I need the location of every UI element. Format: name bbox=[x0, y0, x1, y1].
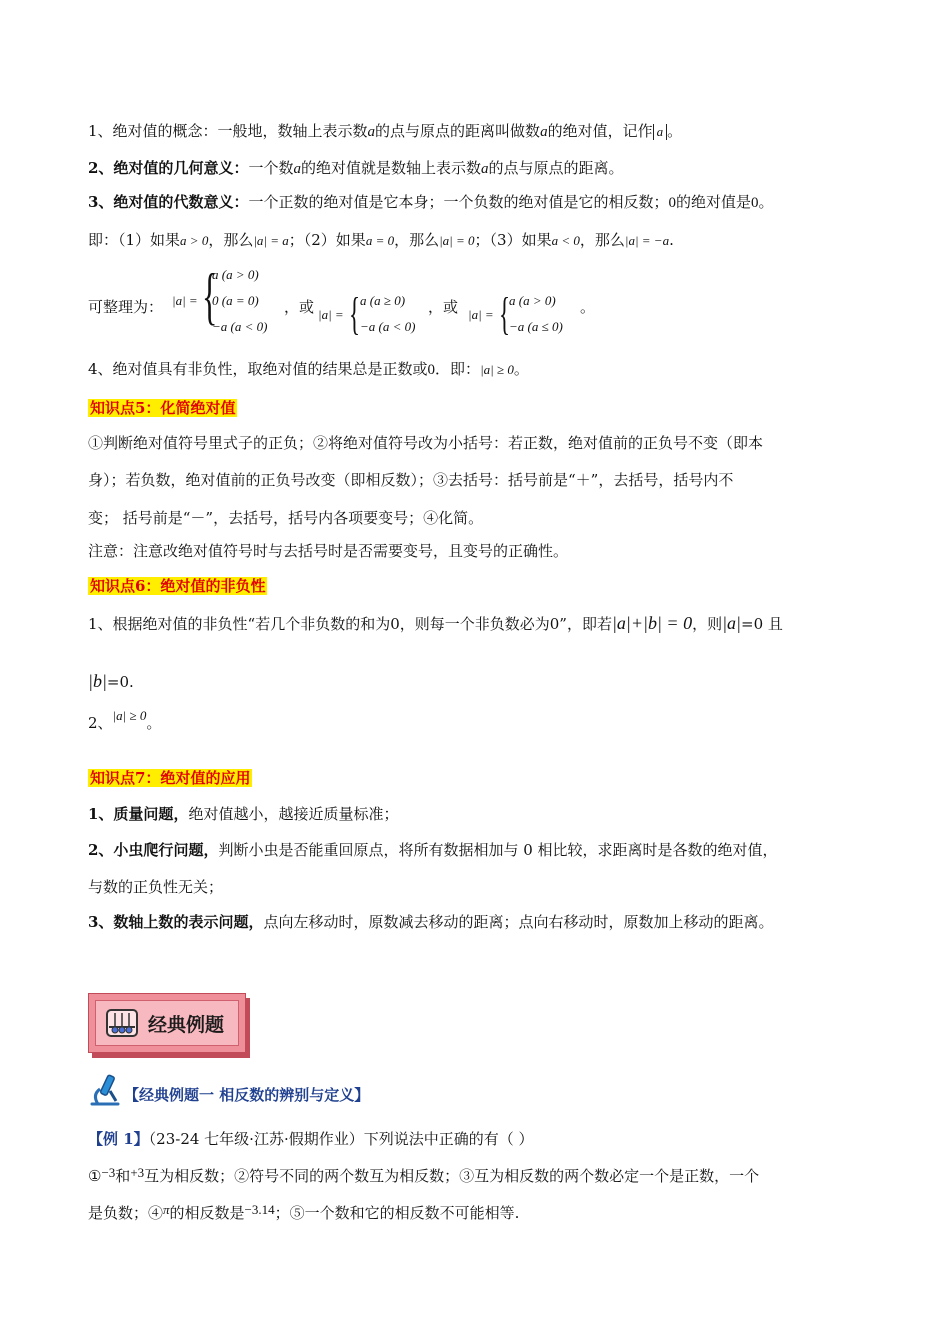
example-1-line2 bbox=[88, 1202, 519, 1225]
banner-inner bbox=[95, 1000, 239, 1046]
paragraph-line: 身）；若负数，绝对值前的正负号改变（即相反数）；③去括号：括号前是“＋”，去括号，括号内不 bbox=[88, 471, 734, 489]
bold-heading: 3、数轴上数的表示问题， bbox=[88, 913, 264, 931]
text: 的绝对值是 bbox=[675, 193, 751, 211]
text: 。 bbox=[513, 360, 529, 378]
classic-examples-banner bbox=[88, 993, 246, 1053]
geometric-meaning-line bbox=[88, 157, 624, 180]
pi-symbol: π bbox=[163, 1202, 170, 1217]
brace-icon: { bbox=[499, 288, 511, 339]
formula: a < 0 bbox=[551, 233, 580, 248]
kp6-line3 bbox=[88, 708, 162, 735]
formula: a = 0 bbox=[365, 233, 395, 248]
kp6-heading bbox=[88, 575, 267, 597]
case: a (a ≥ 0) bbox=[360, 293, 406, 308]
formula: |a| bbox=[722, 613, 741, 633]
nonnegative-line bbox=[88, 358, 529, 381]
formula: a > 0 bbox=[180, 233, 209, 248]
var-a: a bbox=[293, 161, 301, 177]
banner-title: 经典例题 bbox=[148, 1014, 225, 1036]
concept-line bbox=[88, 120, 682, 143]
kp7-item1 bbox=[88, 803, 398, 825]
text: ；（2）如果 bbox=[288, 231, 366, 249]
formula: |a| = 0 bbox=[439, 233, 475, 248]
text: ① bbox=[88, 1167, 102, 1185]
bold-heading: 3、绝对值的代数意义： bbox=[88, 193, 249, 211]
formula: |a| ≥ 0 bbox=[480, 362, 514, 377]
text: 可整理为： bbox=[88, 298, 164, 316]
number: −3.14 bbox=[244, 1202, 275, 1217]
text: 1、绝对值的概念：一般地，数轴上表示数 bbox=[88, 122, 368, 140]
text: ；⑤一个数和它的相反数不可能相等. bbox=[274, 1204, 520, 1222]
case: −a (a < 0) bbox=[360, 319, 416, 334]
text: 。 bbox=[146, 714, 162, 732]
example-source: （23-24 七年级·江苏·假期作业）下列说法中正确的有（ ） bbox=[148, 1130, 534, 1148]
text: 。 bbox=[667, 122, 683, 140]
kp6-line2 bbox=[88, 670, 134, 693]
formula: |a| ≥ 0 bbox=[112, 708, 147, 723]
text: ；（3）如果 bbox=[474, 231, 552, 249]
microscope-icon bbox=[88, 1071, 122, 1107]
text: 判断小虫是否能重回原点，将所有数据相加与 0 相比较，求距离时是各数的绝对值， bbox=[218, 841, 778, 859]
text: ，那么 bbox=[394, 231, 440, 249]
text: ，则 bbox=[692, 615, 723, 633]
text: 。 bbox=[580, 298, 596, 316]
case: a (a > 0) bbox=[212, 267, 259, 282]
var-a: a bbox=[367, 124, 376, 140]
kp7-item3 bbox=[88, 911, 773, 933]
case: −a (a ≤ 0) bbox=[509, 319, 563, 334]
text: 4、绝对值具有非负性，取绝对值的结果总是正数或 bbox=[88, 360, 428, 378]
brace-icon: { bbox=[349, 288, 361, 339]
text: 点向左移动时，原数减去移动的距离；点向右移动时，原数加上移动的距离。 bbox=[263, 913, 774, 931]
kp7-item2 bbox=[88, 839, 778, 861]
text: 的点与原点的距离。 bbox=[488, 159, 624, 177]
paragraph-line: 与数的正负性无关； bbox=[88, 878, 224, 896]
zero: 0 bbox=[668, 195, 676, 211]
text: ，那么 bbox=[208, 231, 254, 249]
case: −a (a < 0) bbox=[212, 319, 268, 334]
text: ，那么 bbox=[579, 231, 625, 249]
formula: |b| bbox=[88, 671, 107, 691]
text: 一个数 bbox=[248, 159, 294, 177]
text: 的点与原点的距离叫做数 bbox=[375, 122, 541, 140]
example-1-header bbox=[88, 1128, 534, 1150]
text: 的相反数是 bbox=[169, 1204, 245, 1222]
cases-line bbox=[88, 229, 674, 252]
var-a: a bbox=[480, 161, 489, 177]
text: 是负数；④ bbox=[88, 1204, 164, 1222]
brace-icon: { bbox=[202, 260, 218, 331]
text: 和 bbox=[115, 1167, 131, 1185]
note-line: 注意：注意改绝对值符号时与去括号时是否需要变号，且变号的正确性。 bbox=[88, 542, 569, 560]
abacus-icon bbox=[106, 1009, 138, 1037]
formula-lhs: |a| = bbox=[318, 307, 344, 322]
bold-heading: 2、绝对值的几何意义： bbox=[88, 159, 249, 177]
example-label: 【例 1】 bbox=[88, 1130, 149, 1148]
text: 的绝对值，记作 bbox=[547, 122, 653, 140]
kp7-heading bbox=[88, 767, 252, 789]
text: 绝对值越小，越接近质量标准； bbox=[188, 805, 399, 823]
formula-lhs: |a| = bbox=[172, 293, 198, 308]
text: 一个正数的绝对值是它本身；一个负数的绝对值是它的相反数； bbox=[248, 193, 669, 211]
kp5-heading bbox=[88, 397, 237, 419]
highlight-heading: 知识点6：绝对值的非负性 bbox=[90, 577, 266, 595]
formula-lhs: |a| = bbox=[468, 307, 494, 322]
bold-heading: 1、质量问题， bbox=[88, 805, 189, 823]
bold-heading: 2、小虫爬行问题， bbox=[88, 841, 219, 859]
algebraic-meaning-line bbox=[88, 191, 774, 214]
kp6-line1 bbox=[88, 612, 783, 635]
text: 即：（1）如果 bbox=[88, 231, 181, 249]
formula: |a|+|b| = 0 bbox=[611, 613, 693, 633]
text: 2、 bbox=[88, 714, 113, 732]
text: =0 且 bbox=[741, 615, 783, 633]
number: −3 bbox=[101, 1165, 116, 1180]
zero: 0 bbox=[427, 362, 436, 378]
highlight-heading: 知识点5：化简绝对值 bbox=[90, 399, 236, 417]
text: . bbox=[669, 231, 674, 249]
text: ，或 bbox=[428, 298, 459, 316]
text: 的绝对值就是数轴上表示数 bbox=[300, 159, 481, 177]
text: 1、根据绝对值的非负性“若几个非负数的和为0，则每一个非负数必为0”，即若 bbox=[88, 615, 612, 633]
formula: |a| = a bbox=[253, 233, 289, 248]
text: ，或 bbox=[284, 298, 315, 316]
paragraph-line: ①判断绝对值符号里式子的正负；②将绝对值符号改为小括号：若正数，绝对值前的正负号不变（即本 bbox=[88, 434, 764, 452]
text: 。 bbox=[758, 193, 774, 211]
abs-a-formula: a bbox=[653, 124, 668, 140]
formula: |a| = −a bbox=[624, 233, 670, 248]
text: =0. bbox=[106, 673, 134, 691]
text: 互为相反数；②符号不同的两个数互为相反数；③互为相反数的两个数必定一个是正数，一个 bbox=[144, 1167, 760, 1185]
example-1-line1 bbox=[88, 1165, 759, 1188]
number: +3 bbox=[130, 1165, 145, 1180]
paragraph-line: 变； 括号前是“－”，去括号，括号内各项要变号；④化简。 bbox=[88, 509, 484, 527]
var-a: a bbox=[540, 124, 548, 140]
zero: 0 bbox=[750, 195, 759, 211]
case: a (a > 0) bbox=[509, 293, 556, 308]
case: 0 (a = 0) bbox=[212, 293, 259, 308]
text: ．即： bbox=[435, 360, 481, 378]
highlight-heading: 知识点7：绝对值的应用 bbox=[90, 769, 251, 787]
example-heading: 【经典例题一 相反数的辨别与定义】 bbox=[124, 1086, 370, 1104]
